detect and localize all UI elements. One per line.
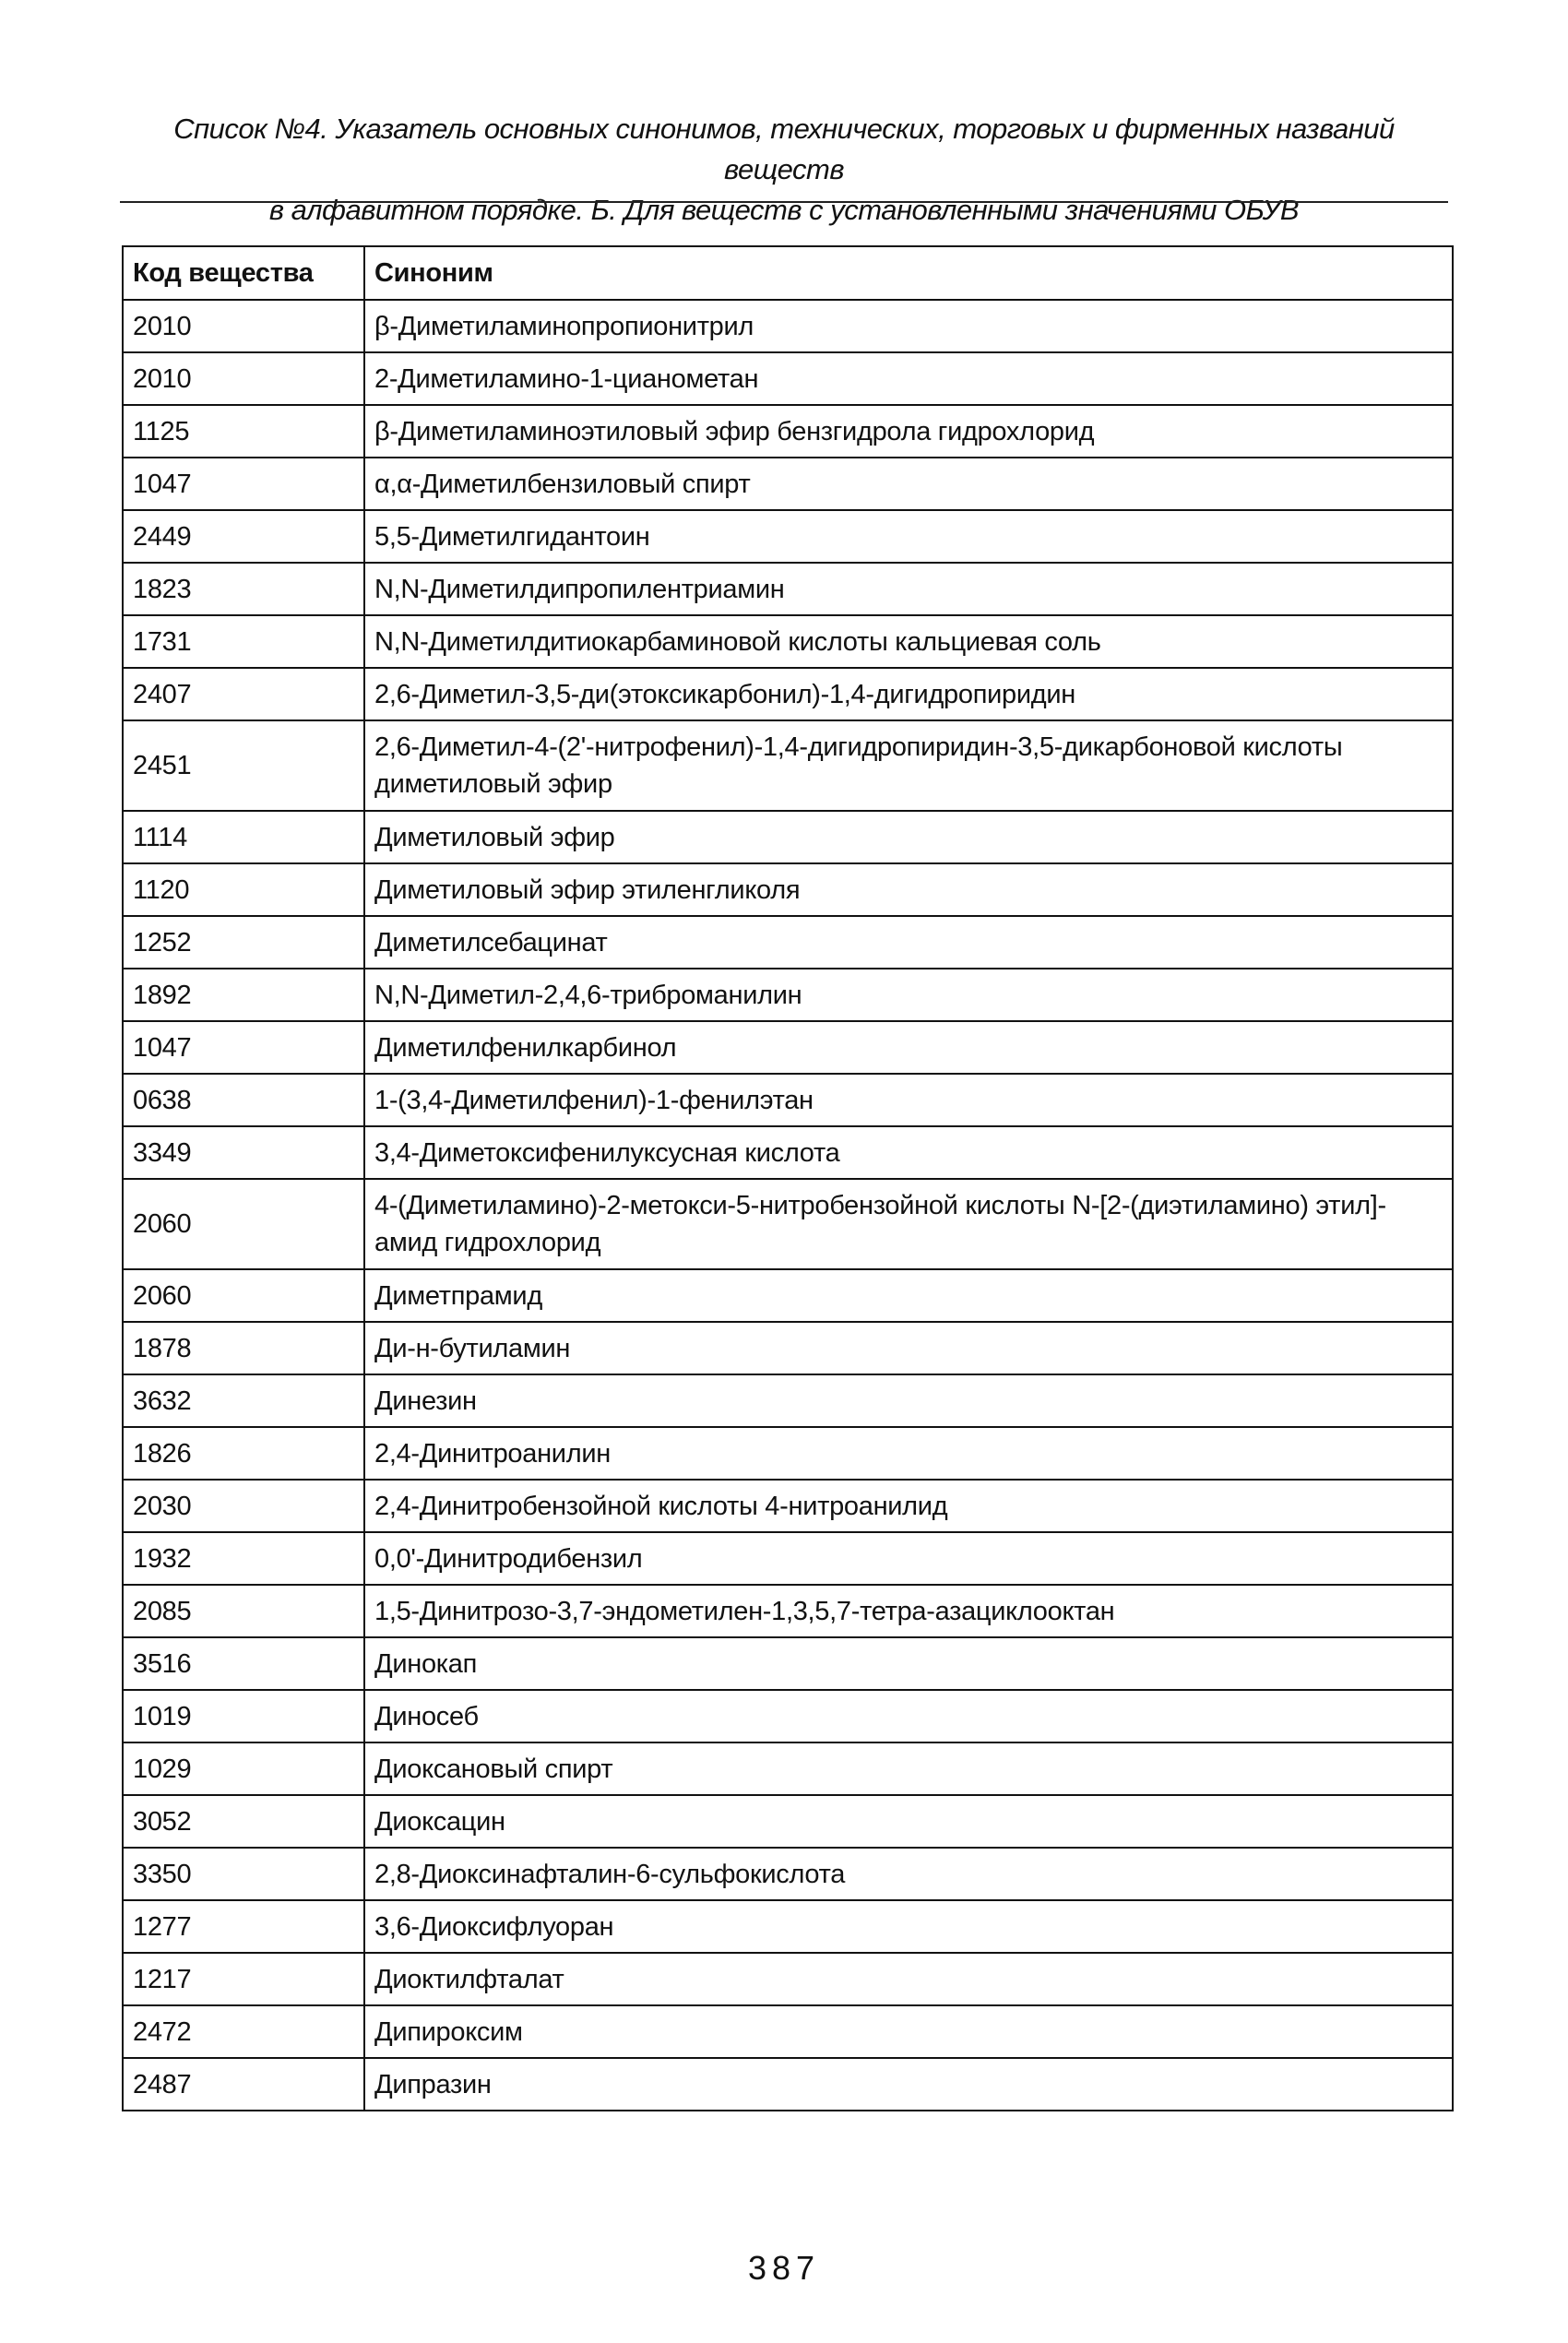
substance-code-cell: 3632	[123, 1374, 364, 1427]
substance-code-cell: 3516	[123, 1637, 364, 1690]
synonyms-table	[122, 245, 1454, 2111]
table-row	[123, 1953, 1453, 2005]
table-row	[123, 668, 1453, 720]
synonym-cell: 2,4-Динитроанилин	[364, 1427, 1453, 1480]
table-header-row	[123, 246, 1453, 300]
synonym-cell: Дипразин	[364, 2058, 1453, 2111]
substance-code-cell: 2030	[123, 1480, 364, 1532]
table-row	[123, 811, 1453, 863]
synonym-cell: 5,5-Диметилгидантоин	[364, 510, 1453, 563]
synonym-cell: α,α-Диметилбензиловый спирт	[364, 458, 1453, 510]
table-row	[123, 1900, 1453, 1953]
synonym-cell: Диметиловый эфир этиленгликоля	[364, 863, 1453, 916]
table-row	[123, 1585, 1453, 1637]
synonym-cell: 4-(Диметиламино)-2-метокси-5-нитробензойной кислоты N-[2-(диэтиламино) этил]-амид гидрохлорид	[364, 1179, 1453, 1269]
substance-code-cell: 2060	[123, 1179, 364, 1269]
table-body	[123, 300, 1453, 2111]
table-row	[123, 1179, 1453, 1269]
page-number: 387	[747, 2249, 821, 2287]
substance-code-cell: 2487	[123, 2058, 364, 2111]
substance-code-cell: 2010	[123, 352, 364, 405]
table-row	[123, 969, 1453, 1021]
substance-code-cell: 1047	[123, 458, 364, 510]
substance-code-cell: 2060	[123, 1269, 364, 1322]
table-row	[123, 1637, 1453, 1690]
synonym-cell: 2,6-Диметил-4-(2'-нитрофенил)-1,4-дигидропиридин-3,5-дикарбоновой кислоты диметиловый эфир	[364, 720, 1453, 811]
synonym-cell: Диоксановый спирт	[364, 1742, 1453, 1795]
synonym-cell: 2-Диметиламино-1-цианометан	[364, 352, 1453, 405]
substance-code-cell: 1932	[123, 1532, 364, 1585]
substance-code-cell: 1120	[123, 863, 364, 916]
synonym-cell: Диметиловый эфир	[364, 811, 1453, 863]
synonym-cell: β-Диметиламинопропионитрил	[364, 300, 1453, 352]
table-row	[123, 300, 1453, 352]
synonym-cell: 3,6-Диоксифлуоран	[364, 1900, 1453, 1953]
table-row	[123, 1374, 1453, 1427]
synonym-cell: β-Диметиламиноэтиловый эфир бензгидрола гидрохлорид	[364, 405, 1453, 458]
substance-code-cell: 2407	[123, 668, 364, 720]
synonym-cell: Ди-н-бутиламин	[364, 1322, 1453, 1374]
table-row	[123, 510, 1453, 563]
synonym-cell: 2,6-Диметил-3,5-ди(этоксикарбонил)-1,4-дигидропиридин	[364, 668, 1453, 720]
synonym-cell: N,N-Диметилдитиокарбаминовой кислоты кальциевая соль	[364, 615, 1453, 668]
synonym-cell: 0,0'-Динитродибензил	[364, 1532, 1453, 1585]
substance-code-cell: 1277	[123, 1900, 364, 1953]
substance-code-cell: 2085	[123, 1585, 364, 1637]
table-row	[123, 563, 1453, 615]
substance-code-cell: 3349	[123, 1126, 364, 1179]
table-row	[123, 863, 1453, 916]
synonym-cell: Диоксацин	[364, 1795, 1453, 1848]
table-row	[123, 2058, 1453, 2111]
substance-code-cell: 1892	[123, 969, 364, 1021]
table-row	[123, 1126, 1453, 1179]
header-line-1: Список №4. Указатель основных синонимов, технических, торговых и фирменных названий веществ	[173, 113, 1395, 185]
table-row	[123, 615, 1453, 668]
column-header-synonym: Синоним	[364, 246, 1453, 300]
table-row	[123, 1480, 1453, 1532]
substance-code-cell: 1019	[123, 1690, 364, 1742]
substance-code-cell: 1114	[123, 811, 364, 863]
synonym-cell: Диносеб	[364, 1690, 1453, 1742]
synonym-cell: Динокап	[364, 1637, 1453, 1690]
substance-code-cell: 1731	[123, 615, 364, 668]
table-row	[123, 1742, 1453, 1795]
substance-code-cell: 2449	[123, 510, 364, 563]
synonym-cell: Диоктилфталат	[364, 1953, 1453, 2005]
substance-code-cell: 3052	[123, 1795, 364, 1848]
table-row	[123, 2005, 1453, 2058]
page-header	[120, 109, 1448, 231]
header-divider	[120, 201, 1448, 203]
substance-code-cell: 1125	[123, 405, 364, 458]
substance-code-cell: 1826	[123, 1427, 364, 1480]
table-row	[123, 720, 1453, 811]
substance-code-cell: 2010	[123, 300, 364, 352]
table-row	[123, 1532, 1453, 1585]
table-row	[123, 916, 1453, 969]
substance-code-cell: 2472	[123, 2005, 364, 2058]
synonym-cell: Дипироксим	[364, 2005, 1453, 2058]
table-row	[123, 352, 1453, 405]
substance-code-cell: 2451	[123, 720, 364, 811]
substance-code-cell: 0638	[123, 1074, 364, 1126]
table-row	[123, 1690, 1453, 1742]
synonym-cell: Динезин	[364, 1374, 1453, 1427]
table-row	[123, 1074, 1453, 1126]
table-row	[123, 458, 1453, 510]
substance-code-cell: 3350	[123, 1848, 364, 1900]
synonym-cell: 2,8-Диоксинафталин-6-сульфокислота	[364, 1848, 1453, 1900]
table-row	[123, 1269, 1453, 1322]
table-row	[123, 405, 1453, 458]
table-row	[123, 1021, 1453, 1074]
table-row	[123, 1848, 1453, 1900]
column-header-code: Код вещества	[123, 246, 364, 300]
synonym-cell: 1-(3,4-Диметилфенил)-1-фенилэтан	[364, 1074, 1453, 1126]
substance-code-cell: 1029	[123, 1742, 364, 1795]
substance-code-cell: 1217	[123, 1953, 364, 2005]
synonym-cell: Диметилсебацинат	[364, 916, 1453, 969]
substance-code-cell: 1252	[123, 916, 364, 969]
substance-code-cell: 1878	[123, 1322, 364, 1374]
table-row	[123, 1322, 1453, 1374]
synonym-cell: N,N-Диметил-2,4,6-триброманилин	[364, 969, 1453, 1021]
synonym-cell: Диметпрамид	[364, 1269, 1453, 1322]
table-row	[123, 1795, 1453, 1848]
synonym-cell: 3,4-Диметоксифенилуксусная кислота	[364, 1126, 1453, 1179]
substance-code-cell: 1047	[123, 1021, 364, 1074]
synonym-cell: N,N-Диметилдипропилентриамин	[364, 563, 1453, 615]
synonym-cell: Диметилфенилкарбинол	[364, 1021, 1453, 1074]
synonym-cell: 2,4-Динитробензойной кислоты 4-нитроанилид	[364, 1480, 1453, 1532]
table-row	[123, 1427, 1453, 1480]
synonym-cell: 1,5-Динитрозо-3,7-эндометилен-1,3,5,7-тетра-азациклооктан	[364, 1585, 1453, 1637]
substance-code-cell: 1823	[123, 563, 364, 615]
header-line-2: в алфавитном порядке. Б. Для веществ с установленными значениями ОБУВ	[268, 194, 1300, 226]
